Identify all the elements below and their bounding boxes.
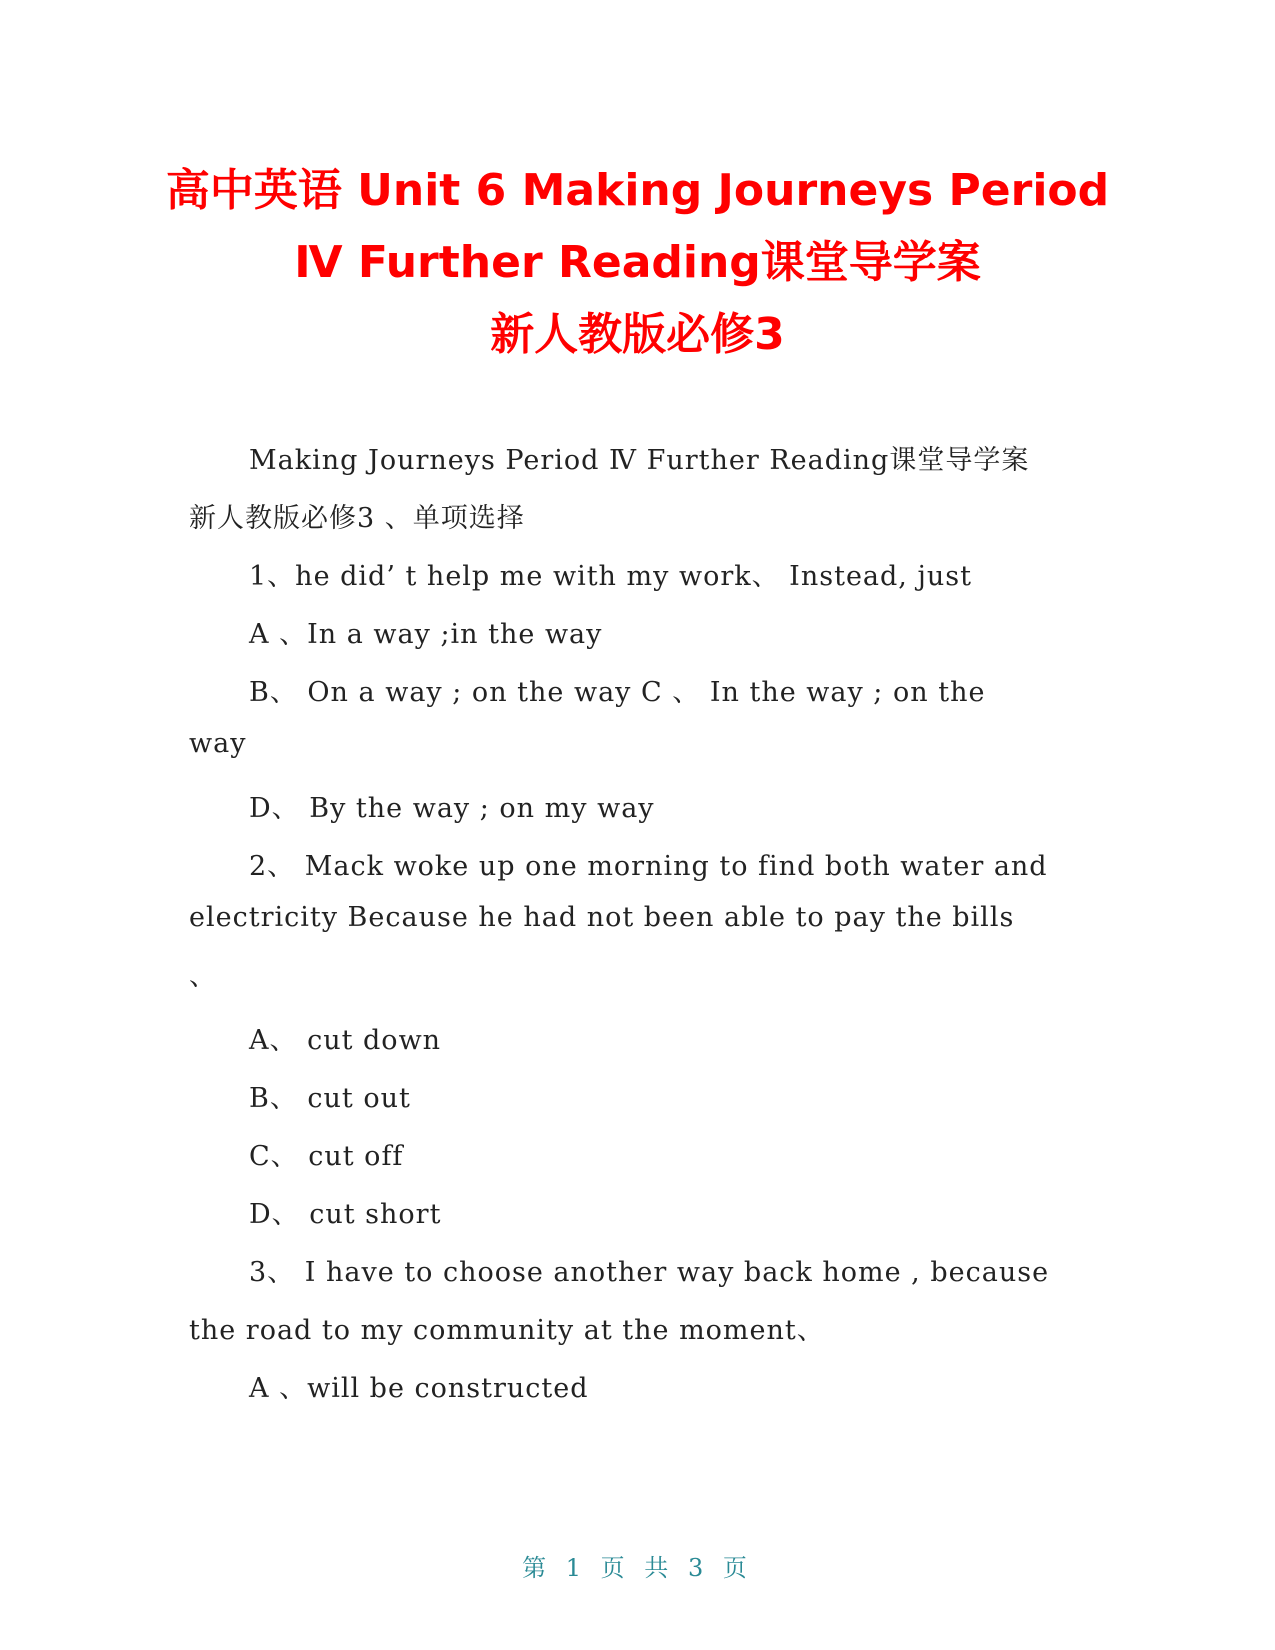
intro-line: Making Journeys Period Ⅳ Further Reading课堂导学案 — [249, 445, 1030, 476]
question-2: 2、 Mack woke up one morning to find both water and — [249, 851, 1048, 882]
question-2-continued: electricity Because he had not been able to pay the bills — [189, 902, 1015, 933]
q2-option-a: A、 cut down — [249, 1025, 442, 1056]
q2-option-c: C、 cut off — [249, 1141, 404, 1172]
question-3-continued: the road to my community at the moment、 — [189, 1315, 825, 1346]
q2-option-d: D、 cut short — [249, 1199, 442, 1230]
question-3: 3、 I have to choose another way back home , because — [249, 1257, 1050, 1288]
question-2-end: 、 — [189, 961, 217, 992]
q3-option-a: A 、will be constructed — [249, 1373, 589, 1404]
q1-option-a: A 、In a way ;in the way — [249, 619, 603, 650]
q1-option-b-c: B、 On a way ; on the way C 、 In the way ; on the — [249, 677, 986, 708]
question-1: 1、he did’ t help me with my work、 Instead, just — [249, 561, 972, 592]
intro-line-continued: 新人教版必修3 、单项选择 — [189, 503, 525, 534]
q1-option-c-continued: way — [189, 728, 247, 759]
q1-option-d: D、 By the way ; on my way — [249, 793, 655, 824]
page-number-footer: 第 1 页 共 3 页 — [522, 1554, 753, 1582]
title-line-3: 新人教版必修3 — [490, 309, 785, 360]
q2-option-b: B、 cut out — [249, 1083, 411, 1114]
title-line-1: 高中英语 Unit 6 Making Journeys Period — [165, 165, 1110, 216]
document-title — [120, 155, 1155, 371]
title-line-2: Ⅳ Further Reading课堂导学案 — [294, 237, 981, 288]
